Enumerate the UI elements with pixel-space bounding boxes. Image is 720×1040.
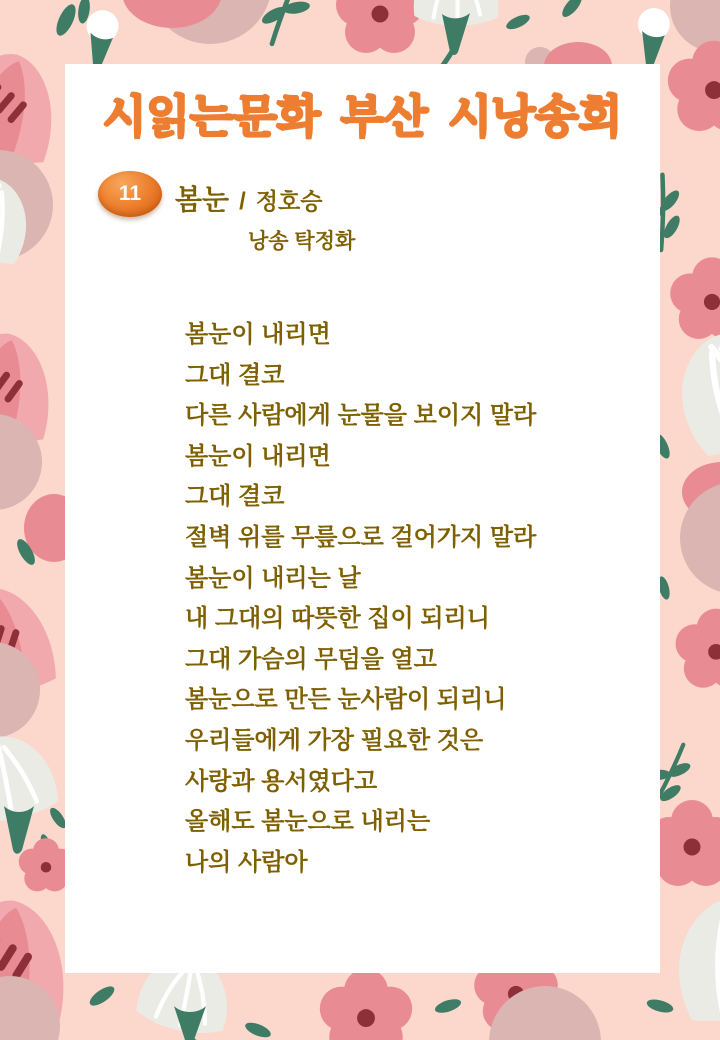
page-title: 시읽는문화 부산 시낭송회 (102, 91, 623, 142)
poem-body (185, 315, 536, 883)
poem-line: 봄눈이 내리면 (185, 442, 331, 470)
poem-line: 그대 결코 (185, 483, 285, 511)
poem-line: 나의 사람아 (185, 848, 308, 876)
reciter-name: 탁정화 (294, 230, 356, 253)
reciter-line (248, 225, 355, 255)
poem-line: 올해도 봄눈으로 내리는 (185, 808, 431, 836)
poem-line: 봄눈으로 만든 눈사람이 되리니 (185, 686, 507, 714)
reciter-label: 낭송 (248, 230, 289, 253)
poem-line: 사랑과 용서였다고 (185, 767, 378, 795)
poem-title: 봄눈 (175, 184, 230, 215)
poem-line: 절벽 위를 무릎으로 걸어가지 말라 (185, 523, 537, 551)
poem-line: 그대 결코 (185, 361, 285, 389)
badge-number: 11 (118, 182, 142, 205)
poem-author: 정호승 (255, 188, 323, 214)
poem-line: 우리들에게 가장 필요한 것은 (185, 726, 484, 754)
poem-line: 봄눈이 내리는 날 (185, 564, 361, 592)
poem-line: 봄눈이 내리면 (185, 321, 331, 348)
poem-line: 내 그대의 따뜻한 집이 되리니 (185, 605, 490, 633)
poem-line: 다른 사람에게 눈물을 보이지 말라 (185, 402, 537, 430)
content-panel (65, 64, 660, 973)
title-author-separator: / (239, 188, 246, 215)
number-badge (98, 171, 162, 217)
poem-title-line (175, 178, 355, 218)
poem-line: 그대 가슴의 무덤을 열고 (185, 645, 437, 673)
poem-header (175, 178, 355, 255)
